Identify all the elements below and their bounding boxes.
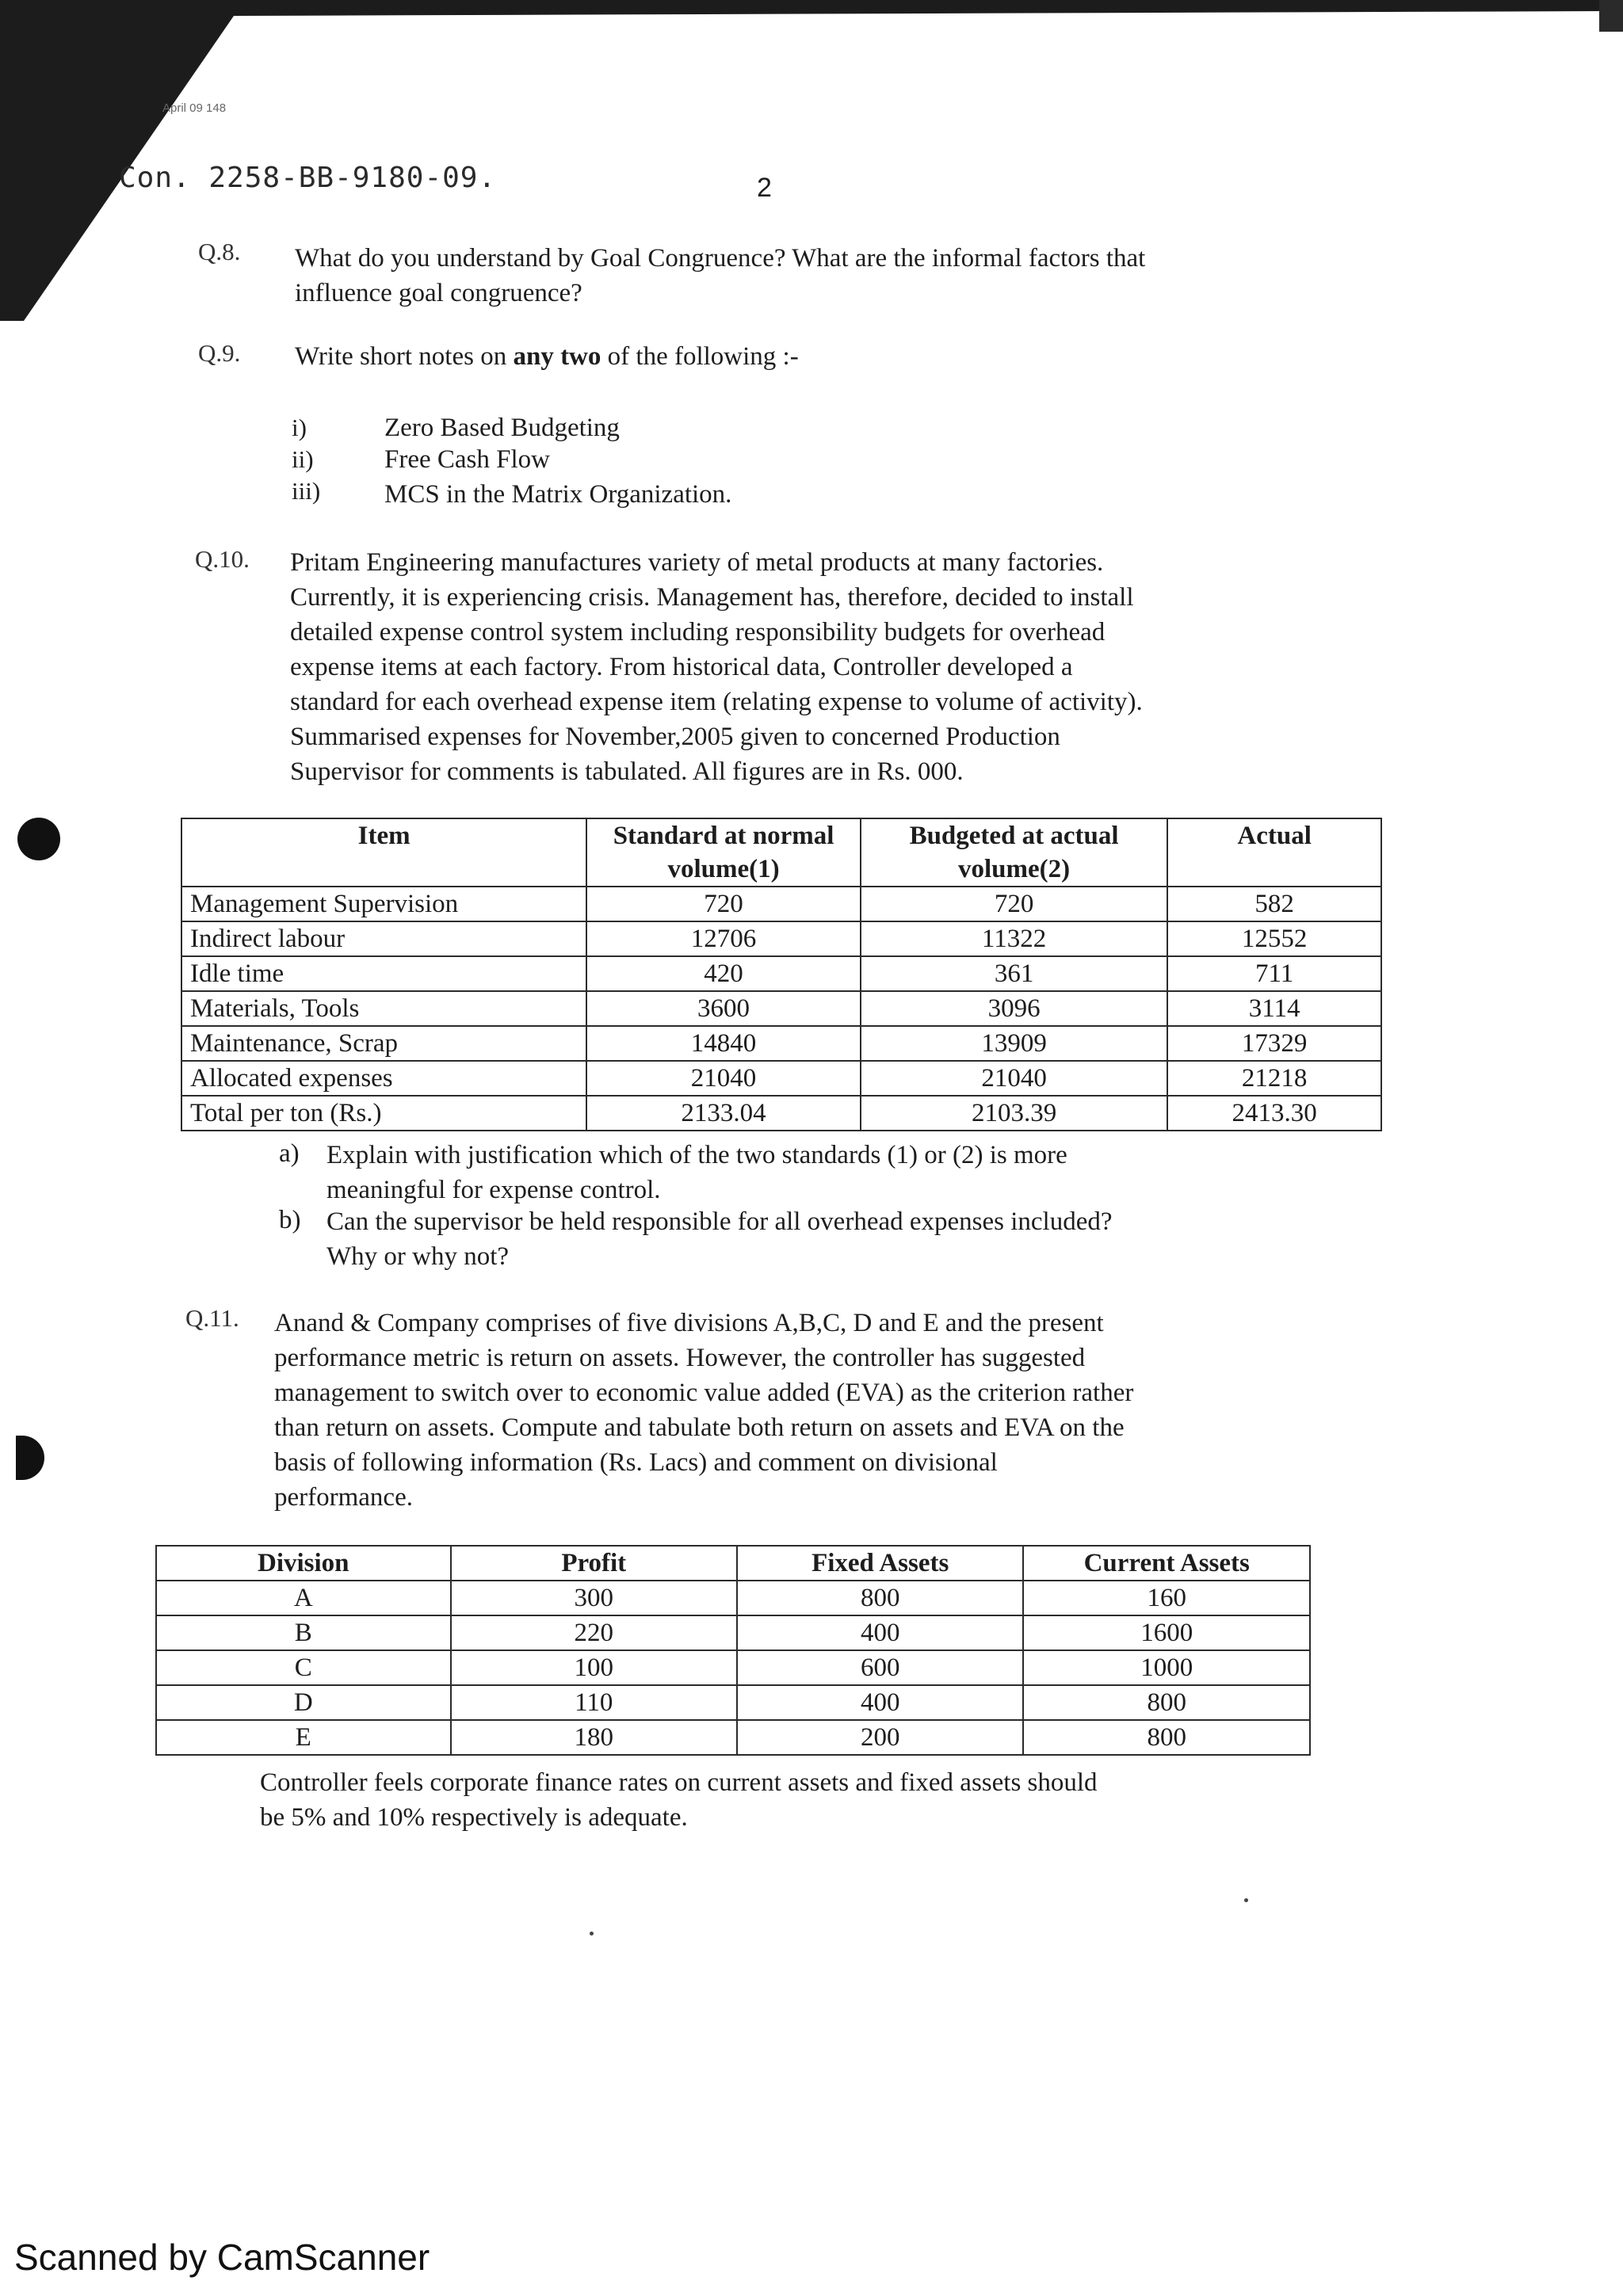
- scanner-watermark: Scanned by CamScanner: [14, 2237, 430, 2278]
- note-line: be 5% and 10% respectively is adequate.: [260, 1803, 688, 1832]
- table-cell: Management Supervision: [181, 887, 586, 921]
- table-cell: 21040: [586, 1061, 861, 1096]
- q10-number: Q.10.: [195, 545, 250, 573]
- table-row: [181, 887, 1381, 921]
- expense-table: [181, 818, 1382, 1131]
- sub-line: meaningful for expense control.: [327, 1176, 661, 1204]
- table-cell: 3600: [586, 991, 861, 1026]
- q8-text: [295, 241, 1317, 311]
- table-cell: Total per ton (Rs.): [181, 1096, 586, 1131]
- q8-line: influence goal congruence?: [295, 279, 582, 307]
- table-cell: 420: [586, 956, 861, 991]
- table-cell: 400: [737, 1685, 1023, 1720]
- q9-intro-b: of the following :-: [601, 342, 799, 371]
- q9-intro-bold: any two: [513, 342, 601, 371]
- q10-sub-a-label: a): [279, 1139, 300, 1168]
- q8-line: What do you understand by Goal Congruence? What are the informal factors that: [295, 244, 1146, 273]
- speck: [1244, 1898, 1248, 1902]
- table-cell: 600: [737, 1650, 1023, 1685]
- column-header: Standard at normal volume(1): [586, 818, 861, 887]
- q10-line: Summarised expenses for November,2005 given to concerned Production: [290, 723, 1060, 751]
- sub-line: Can the supervisor be held responsible for all overhead expenses included?: [327, 1207, 1113, 1236]
- column-header: Fixed Assets: [737, 1546, 1023, 1581]
- table-cell: D: [156, 1685, 451, 1720]
- q9-item-text: Free Cash Flow: [384, 445, 550, 474]
- column-header: Actual: [1167, 818, 1381, 887]
- table-row: [181, 991, 1381, 1026]
- table-cell: 3114: [1167, 991, 1381, 1026]
- q11-line: performance.: [274, 1483, 413, 1512]
- q9-item-label: i): [292, 414, 307, 441]
- table-cell: B: [156, 1615, 451, 1650]
- table-row: [156, 1720, 1310, 1755]
- sub-line: Explain with justification which of the two standards (1) or (2) is more: [327, 1141, 1067, 1169]
- table-row: [156, 1650, 1310, 1685]
- table-cell: 3096: [861, 991, 1167, 1026]
- note-line: Controller feels corporate finance rates on current assets and fixed assets should: [260, 1768, 1098, 1797]
- table-cell: Maintenance, Scrap: [181, 1026, 586, 1061]
- table-cell: Indirect labour: [181, 921, 586, 956]
- q11-line: Anand & Company comprises of five divisions A,B,C, D and E and the present: [274, 1309, 1104, 1337]
- table-cell: 400: [737, 1615, 1023, 1650]
- table-cell: 2133.04: [586, 1096, 861, 1131]
- table-cell: 12706: [586, 921, 861, 956]
- table-cell: 100: [451, 1650, 737, 1685]
- column-header: Division: [156, 1546, 451, 1581]
- q11-note: [260, 1765, 1298, 1835]
- table-cell: 160: [1023, 1581, 1310, 1615]
- table-cell: 110: [451, 1685, 737, 1720]
- table-cell: Allocated expenses: [181, 1061, 586, 1096]
- q9-intro-a: Write short notes on: [295, 342, 514, 371]
- table-cell: 17329: [1167, 1026, 1381, 1061]
- q10-line: standard for each overhead expense item (relating expense to volume of activity).: [290, 688, 1143, 716]
- table-cell: 21040: [861, 1061, 1167, 1096]
- q9-intro: [295, 339, 799, 374]
- page-number: 2: [757, 173, 772, 203]
- speck: [590, 1932, 594, 1936]
- date-stamp: April 09 148: [162, 101, 227, 115]
- table-cell: Materials, Tools: [181, 991, 586, 1026]
- q10-line: Currently, it is experiencing crisis. Management has, therefore, decided to install: [290, 583, 1134, 612]
- q10-line: detailed expense control system including responsibility budgets for overhead: [290, 618, 1106, 646]
- table-cell: 13909: [861, 1026, 1167, 1061]
- q9-item-text: Zero Based Budgeting: [384, 414, 620, 442]
- q10-sub-a: [327, 1138, 1317, 1207]
- table-cell: 800: [737, 1581, 1023, 1615]
- q10-text: [290, 545, 1312, 789]
- q11-line: basis of following information (Rs. Lacs) and comment on divisional: [274, 1448, 998, 1477]
- table-header-row: [156, 1546, 1310, 1581]
- table-row: [156, 1615, 1310, 1650]
- q11-number: Q.11.: [185, 1304, 239, 1332]
- q10-sub-b-label: b): [279, 1206, 301, 1234]
- column-header: Current Assets: [1023, 1546, 1310, 1581]
- q9-item-label: iii): [292, 477, 321, 505]
- table-cell: A: [156, 1581, 451, 1615]
- table-row: [181, 1061, 1381, 1096]
- table-row: [156, 1581, 1310, 1615]
- table-cell: 720: [586, 887, 861, 921]
- column-header: Budgeted at actual volume(2): [861, 818, 1167, 887]
- table-cell: 300: [451, 1581, 737, 1615]
- table-cell: 2103.39: [861, 1096, 1167, 1131]
- table-cell: 1600: [1023, 1615, 1310, 1650]
- punch-hole: [17, 818, 60, 860]
- q11-text: [274, 1306, 1296, 1515]
- q10-line: Pritam Engineering manufactures variety of metal products at many factories.: [290, 548, 1104, 577]
- q8-number: Q.8.: [198, 238, 241, 265]
- column-header: Item: [181, 818, 586, 887]
- q10-line: expense items at each factory. From historical data, Controller developed a: [290, 653, 1073, 681]
- table-row: [181, 956, 1381, 991]
- table-cell: 220: [451, 1615, 737, 1650]
- table-cell: 200: [737, 1720, 1023, 1755]
- table-row: [181, 1026, 1381, 1061]
- table-cell: 800: [1023, 1685, 1310, 1720]
- division-table: [155, 1545, 1311, 1756]
- sub-line: Why or why not?: [327, 1242, 510, 1271]
- table-cell: 21218: [1167, 1061, 1381, 1096]
- table-cell: 1000: [1023, 1650, 1310, 1685]
- table-header-row: [181, 818, 1381, 887]
- q11-line: than return on assets. Compute and tabulate both return on assets and EVA on the: [274, 1413, 1125, 1442]
- table-cell: 2413.30: [1167, 1096, 1381, 1131]
- paper-code: Con. 2258-BB-9180-09.: [119, 162, 497, 194]
- table-cell: 711: [1167, 956, 1381, 991]
- table-cell: Idle time: [181, 956, 586, 991]
- q10-sub-b: [327, 1204, 1317, 1274]
- table-cell: 800: [1023, 1720, 1310, 1755]
- table-cell: 14840: [586, 1026, 861, 1061]
- q10-line: Supervisor for comments is tabulated. All figures are in Rs. 000.: [290, 757, 964, 786]
- table-cell: 11322: [861, 921, 1167, 956]
- table-cell: 12552: [1167, 921, 1381, 956]
- table-row: [181, 1096, 1381, 1131]
- table-cell: 180: [451, 1720, 737, 1755]
- table-cell: 361: [861, 956, 1167, 991]
- table-row: [156, 1685, 1310, 1720]
- q9-item-label: ii): [292, 445, 314, 473]
- q11-line: performance metric is return on assets. However, the controller has suggested: [274, 1344, 1086, 1372]
- table-row: [181, 921, 1381, 956]
- q11-line: management to switch over to economic value added (EVA) as the criterion rather: [274, 1379, 1134, 1407]
- q9-number: Q.9.: [198, 339, 241, 367]
- q9-item-text: MCS in the Matrix Organization.: [384, 480, 732, 509]
- table-cell: 720: [861, 887, 1167, 921]
- scan-edge: [1599, 0, 1623, 32]
- table-cell: E: [156, 1720, 451, 1755]
- table-cell: 582: [1167, 887, 1381, 921]
- punch-hole: [16, 1436, 44, 1480]
- table-cell: C: [156, 1650, 451, 1685]
- column-header: Profit: [451, 1546, 737, 1581]
